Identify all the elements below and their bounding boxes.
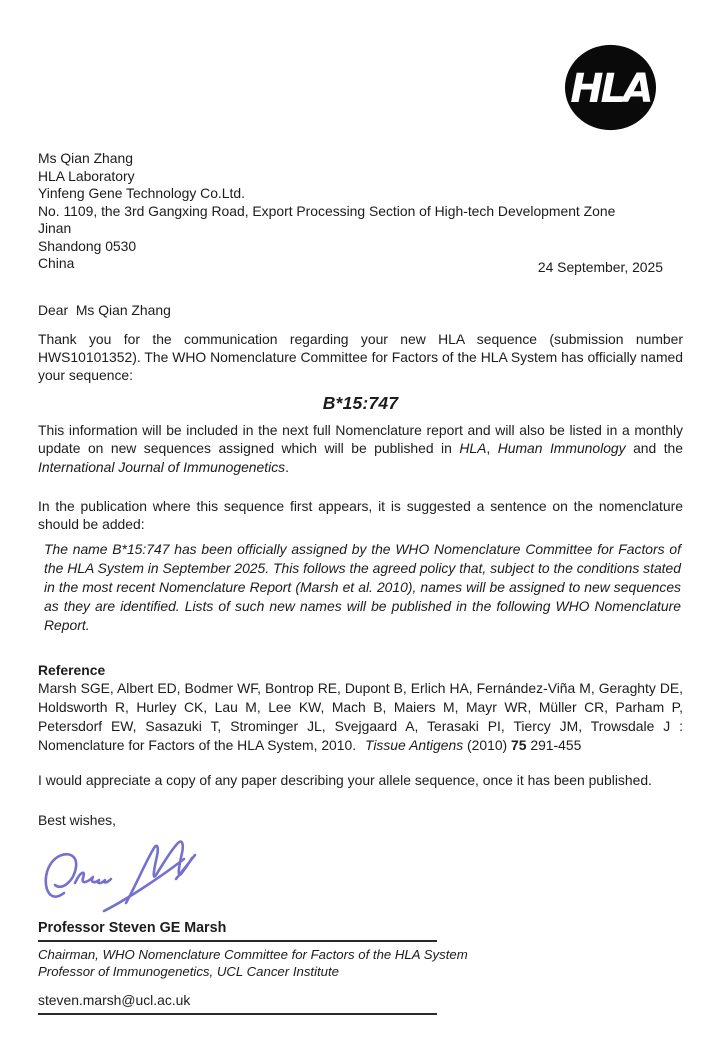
letter-date: 24 September, 2025	[537, 259, 663, 275]
reference-year: (2010)	[463, 737, 512, 753]
recipient-country: China	[38, 255, 75, 271]
valediction: Best wishes,	[38, 812, 116, 828]
publication-sep2: and the	[625, 440, 684, 456]
sequence-name: B*15:747	[322, 392, 399, 413]
hla-logo-icon	[562, 42, 659, 134]
journal-ijig: International Journal of Immunogenetics	[38, 458, 286, 475]
signer-name: Professor Steven GE Marsh	[38, 920, 227, 936]
publication-text: This information will be included in the next full Nomenclature report and will also be listed in a monthly update on new sequences assigned which will be published in	[38, 421, 683, 456]
reference-heading: Reference	[38, 662, 106, 678]
reference-journal: Tissue Antigens	[364, 737, 464, 753]
signer-roles	[38, 947, 683, 980]
journal-human-immunology: Human Immunology	[497, 440, 626, 456]
signer-role-professor: Professor of Immunogenetics, UCL Cancer Institute	[38, 963, 340, 979]
paragraph-suggestion: In the publication where this sequence first appears, it is suggested a sentence on the nomenclature should be added:	[38, 498, 683, 532]
recipient-address	[38, 150, 683, 273]
signer-email: steven.marsh@ucl.ac.uk	[38, 992, 191, 1008]
paragraph-intro: Thank you for the communication regarding your new HLA sequence (submission number HWS10101352). The WHO Nomenclature Committee for Factors of the HLA System has officially named your sequence:	[38, 330, 683, 383]
recipient-province: Shandong 0530	[38, 237, 137, 254]
signature-icon	[38, 837, 213, 915]
hla-logo-text: HLA	[570, 66, 651, 113]
recipient-city: Jinan	[38, 220, 72, 236]
signature-image	[38, 837, 683, 915]
reference-pages: 291-455	[526, 737, 582, 753]
divider-top	[38, 940, 437, 942]
paragraph-closing: I would appreciate a copy of any paper describing your allele sequence, once it has been published.	[38, 772, 652, 788]
salutation: Dear Ms Qian Zhang	[38, 301, 171, 318]
paragraph-publication	[38, 421, 683, 477]
recipient-street: No. 1109, the 3rd Gangxing Road, Export Processing Section of High-tech Development Zone	[38, 202, 616, 219]
recipient-name: Ms Qian Zhang	[38, 150, 133, 166]
reference-citation	[38, 679, 683, 755]
journal-hla: HLA	[459, 440, 487, 456]
recipient-lab: HLA Laboratory	[38, 167, 135, 184]
reference-volume: 75	[511, 737, 527, 753]
publication-period: .	[285, 458, 289, 475]
nomenclature-quote: The name B*15:747 has been officially assigned by the WHO Nomenclature Committee for Factors of the HLA System in September 2025. This follows the agreed policy that, subject to the conditions stated in the most recent Nomenclature Report (Marsh et al. 2010), names will be assigned to new sequences as they are identified. Lists of such new names will be published in the following WHO Nomenclature Report.	[44, 541, 681, 633]
reference-authors: Marsh SGE, Albert ED, Bodmer WF, Bontrop RE, Dupont B, Erlich HA, Fernández-Viña M, Geraghty DE, Holdsworth R, Hurley CK, Lau M, Lee KW, Mach B, Maiers M, Mayr WR, Müller CR, Parham P, Petersdorf EW, Sasazuki T, Strominger JL, Svejgaard A, Terasaki PI, Tiercy JM, Trowsdale J : Nomenclature for Factors of the HLA System, 2010.	[38, 680, 683, 753]
hla-logo	[562, 42, 659, 134]
signer-role-chairman: Chairman, WHO Nomenclature Committee for Factors of the HLA System	[38, 947, 468, 962]
divider-bottom	[38, 1013, 437, 1015]
recipient-company: Yinfeng Gene Technology Co.Ltd.	[38, 185, 245, 201]
publication-sep: ,	[486, 440, 498, 456]
